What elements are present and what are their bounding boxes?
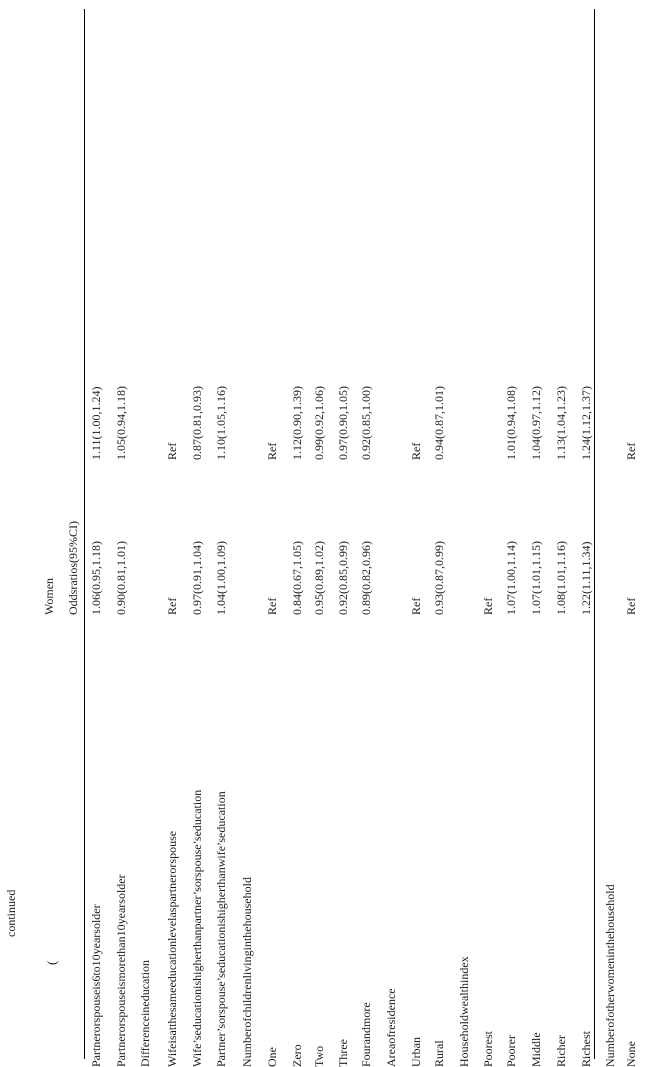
open-parenthesis: ( [44, 960, 59, 965]
row-label: Numberofotherwomeninthehousehold [603, 884, 617, 1067]
row-value-1: Ref [265, 597, 279, 615]
table-row [384, 0, 404, 1067]
row-value-2: 1.01(0.94,1.08) [504, 386, 518, 460]
row-value-2: Ref [265, 442, 279, 460]
row-value-2: 0.87(0.81,0.93) [190, 386, 204, 460]
row-label: Partnerorspouseis6to10yearsolder [89, 904, 103, 1067]
table-row [457, 0, 477, 1067]
table-row [312, 0, 332, 1067]
row-label: Poorer [504, 1035, 518, 1067]
table-divider-rule [594, 9, 595, 1059]
row-label: Urban [409, 1037, 423, 1067]
row-label: Wife’seducationishigherthanpartner’sorspouse’seducation [190, 789, 204, 1067]
table-row [114, 0, 134, 1067]
row-value-1: 0.93(0.87,0.99) [432, 541, 446, 615]
row-label: None [624, 1041, 638, 1067]
row-label: Zero [290, 1044, 304, 1067]
row-value-1: 0.84(0.67,1.05) [290, 541, 304, 615]
row-label: Richest [579, 1031, 593, 1067]
row-value-2: Ref [409, 442, 423, 460]
column-header: Oddsratios(95%CI) [66, 521, 80, 615]
table-row [265, 0, 285, 1067]
table-top-rule [84, 9, 85, 1059]
row-value-1: 0.90(0.81,1.01) [114, 541, 128, 615]
row-value-2: 1.12(0.90,1.39) [290, 386, 304, 460]
row-value-2: 1.05(0.94,1.18) [114, 386, 128, 460]
row-value-2: 1.04(0.97,1.12) [529, 386, 543, 460]
row-label: Wifeisatthesameeducationlevelaspartnerorspouse [165, 830, 179, 1067]
row-value-1: Ref [409, 597, 423, 615]
row-label: Differenceineducation [138, 959, 152, 1067]
row-value-1: Ref [481, 597, 495, 615]
row-value-2: 1.10(1.05,1.16) [214, 386, 228, 460]
row-value-2: 0.92(0.85,1.00) [359, 386, 373, 460]
row-value-1: 0.97(0.91,1.04) [190, 541, 204, 615]
row-label: Rural [432, 1040, 446, 1067]
row-label: Middle [529, 1032, 543, 1067]
row-value-1: 1.07(1.00,1.14) [504, 541, 518, 615]
table-row [359, 0, 379, 1067]
table-row [336, 0, 356, 1067]
row-value-2: Ref [165, 442, 179, 460]
row-value-2: 0.94(0.87,1.01) [432, 386, 446, 460]
row-label: Numberofchildrenlivinginthehousehold [240, 877, 254, 1067]
row-label: Partnerorspouseismorethan10yearsolder [114, 874, 128, 1067]
row-label: Areaofresidence [384, 988, 398, 1067]
table-row [138, 0, 158, 1067]
row-value-1: 1.04(1.00,1.09) [214, 541, 228, 615]
table-row [240, 0, 260, 1067]
table-row [190, 0, 210, 1067]
table-row [290, 0, 310, 1067]
row-label: Two [312, 1045, 326, 1067]
row-label: Householdwealthindex [457, 956, 471, 1067]
table-row [529, 0, 549, 1067]
row-value-1: 1.08(1.01,1.16) [554, 541, 568, 615]
table-row [165, 0, 185, 1067]
row-label: Partner’sorspouse’seducationishigherthanwife’seducation [214, 791, 228, 1067]
column-group-header: Women [42, 577, 56, 615]
table-row [409, 0, 429, 1067]
row-value-1: Ref [165, 597, 179, 615]
row-value-1: 0.95(0.89,1.02) [312, 541, 326, 615]
row-value-2: 1.13(1.04,1.23) [554, 386, 568, 460]
row-value-2: 0.97(0.90,1.05) [336, 386, 350, 460]
row-value-2: 1.24(1.12,1.37) [579, 386, 593, 460]
row-value-1: Ref [624, 597, 638, 615]
table-row [89, 0, 109, 1067]
row-value-2: 0.99(0.92,1.06) [312, 386, 326, 460]
row-label: One [265, 1047, 279, 1067]
row-value-2: Ref [624, 442, 638, 460]
table-row [624, 0, 644, 1067]
row-value-2: 1.11(1.00,1.24) [89, 386, 103, 460]
row-value-1: 1.22(1.11,1.34) [579, 541, 593, 615]
table-row [603, 0, 623, 1067]
row-value-1: 0.92(0.85,0.99) [336, 541, 350, 615]
row-value-1: 0.89(0.82,0.96) [359, 541, 373, 615]
table-row [579, 0, 599, 1067]
row-label: Three [336, 1039, 350, 1067]
table-row [481, 0, 501, 1067]
table-row [554, 0, 574, 1067]
row-label: Poorest [481, 1031, 495, 1067]
row-label: Richer [554, 1035, 568, 1067]
row-value-1: 1.07(1.01,1.15) [529, 541, 543, 615]
continued-caption: continued [4, 889, 18, 937]
table-row [504, 0, 524, 1067]
table-row [432, 0, 452, 1067]
table-row [214, 0, 234, 1067]
row-label: Fourandmore [359, 1002, 373, 1067]
row-value-1: 1.06(0.95,1.18) [89, 541, 103, 615]
